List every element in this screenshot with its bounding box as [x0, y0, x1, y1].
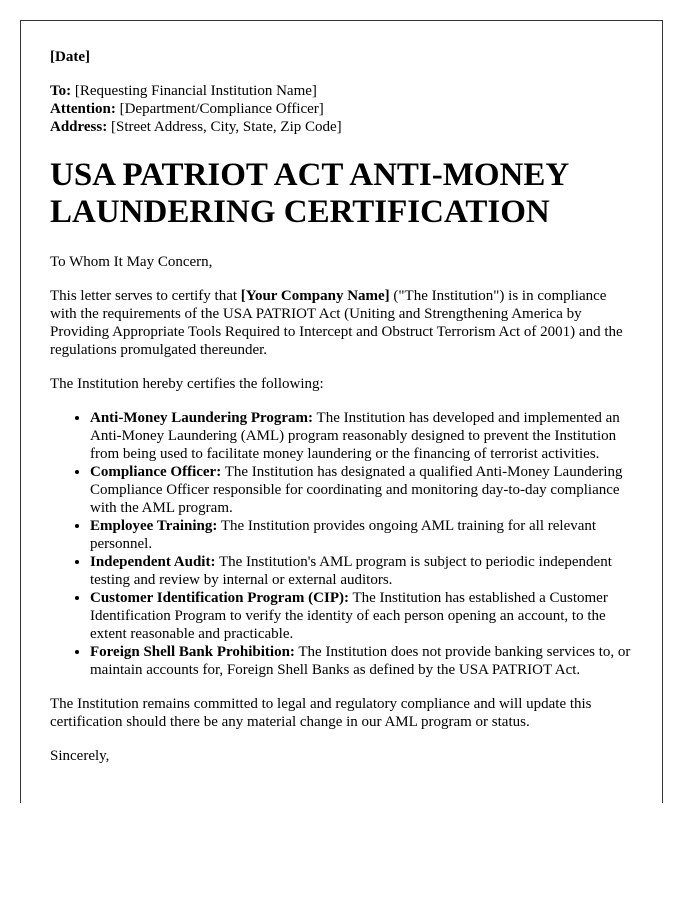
to-line [50, 82, 633, 100]
list-item: • Customer Identification Program (CIP): The Institution has established a Customer Identification Program to verify the identity of each person opening an account, to the extent reasonable and practicable. [90, 589, 633, 643]
address-line [50, 118, 633, 136]
list-item: • Anti-Money Laundering Program: The Institution has developed and implemented an Anti-Money Laundering (AML) program reasonably designed to prevent the Institution from being used to facilitate money laundering or the financing of terrorist activities. [90, 409, 633, 463]
signoff: Sincerely, [50, 748, 110, 764]
attention-line [50, 100, 633, 118]
to-label: To: [50, 83, 72, 99]
list-item: • Foreign Shell Bank Prohibition: The Institution does not provide banking services to, or maintain accounts for, Foreign Shell Banks as defined by the USA PATRIOT Act. [90, 643, 633, 679]
certification-list [50, 409, 633, 679]
list-item: • Compliance Officer: The Institution has designated a qualified Anti-Money Laundering Compliance Officer responsible for coordinating and monitoring day-to-day compliance with the AML program. [90, 463, 633, 517]
letter-page [20, 20, 663, 803]
list-item: • Employee Training: The Institution provides ongoing AML training for all relevant personnel. [90, 517, 633, 553]
salutation: To Whom It May Concern, [50, 254, 213, 270]
attention-value: [Department/Compliance Officer] [119, 101, 324, 117]
attention-label: Attention: [50, 101, 116, 117]
intro-paragraph: This letter serves to certify that [Your Company Name] ("The Institution") is in compliance with the requirements of the USA PATRIOT Act (Uniting and Strengthening America by Providing Appropriate Tools Required to Intercept and Obstruct Terrorism Act of 2001) and the regulations promulgated thereunder. [50, 288, 623, 358]
to-value: [Requesting Financial Institution Name] [74, 83, 317, 99]
address-label: Address: [50, 119, 108, 135]
company-name: [Your Company Name] [240, 288, 390, 304]
address-value: [Street Address, City, State, Zip Code] [110, 119, 342, 135]
page-title: USA PATRIOT ACT ANTI-MONEY LAUNDERING CERTIFICATION [50, 157, 569, 230]
list-item: • Independent Audit: The Institution's AML program is subject to periodic independent testing and review by internal or external auditors. [90, 553, 633, 589]
closing-paragraph: The Institution remains committed to legal and regulatory compliance and will update this certification should there be any material change in our AML program or status. [50, 696, 592, 730]
date: [Date] [50, 49, 90, 65]
certifies-intro: The Institution hereby certifies the following: [50, 376, 324, 392]
